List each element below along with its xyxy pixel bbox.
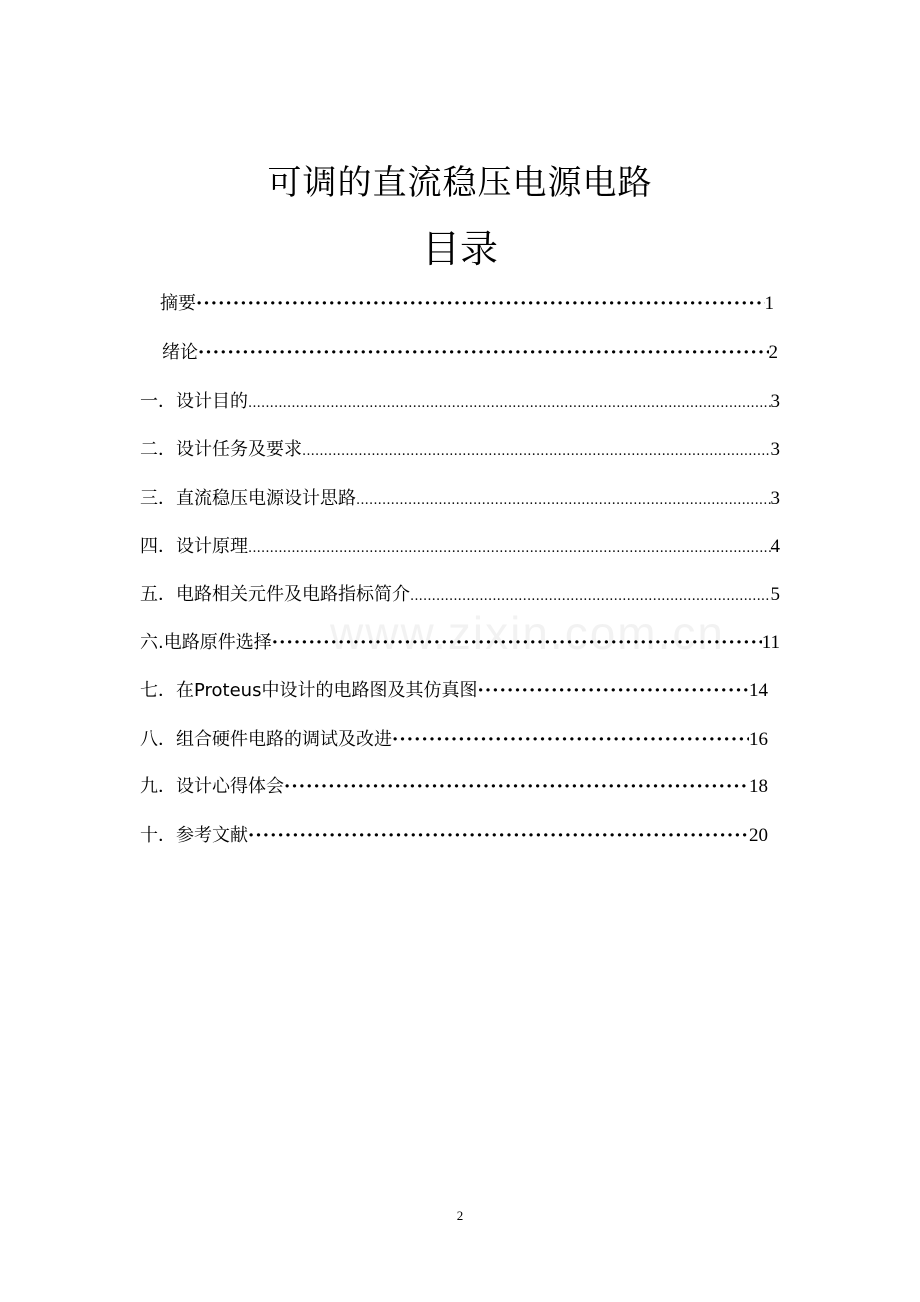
toc-leader-dots [356,485,771,515]
toc-page-number: 5 [770,584,780,605]
toc-page-number: 3 [770,391,780,412]
toc-entry-text: 九．设计心得体会 [140,776,284,797]
toc-entry-3[interactable] [140,485,780,513]
toc-leader-dots [272,629,762,657]
toc-entry-5[interactable] [140,581,780,609]
toc-leader-dots [248,822,749,850]
toc-entry-text: 十．参考文献 [140,825,248,846]
toc-leader-dots [248,388,771,418]
toc-entry-text: 二．设计任务及要求 [140,439,302,460]
toc-page-number: 4 [770,536,780,557]
toc-entry-2[interactable] [140,436,780,464]
toc-entry-4[interactable] [140,533,780,561]
toc-entry-8[interactable] [140,726,768,754]
toc-page-number: 3 [770,488,780,509]
toc-entry-text: 四．设计原理 [140,536,248,557]
watermark: www.zixin.com.cn [330,607,725,659]
toc-entry-text: 七．在Proteus中设计的电路图及其仿真图 [140,680,478,701]
toc-entry-text: 五．电路相关元件及电路指标简介 [140,584,410,605]
toc-leader-dots [284,773,749,801]
toc-leader-dots [198,339,769,367]
toc-leader-dots [477,677,749,705]
toc-entry-10[interactable] [140,822,768,850]
document-title: 可调的直流稳压电源电路 [267,163,653,203]
toc-leader-dots [196,290,765,318]
toc-page-number: 3 [770,439,780,460]
toc-entry-text: 八．组合硬件电路的调试及改进 [140,729,392,750]
toc-heading: 目录 [421,227,498,271]
toc-leader-dots [392,726,749,754]
toc-entry-text: 三．直流稳压电源设计思路 [140,488,356,509]
toc-entry-abstract[interactable] [160,290,774,318]
toc-entry-6[interactable] [140,629,780,657]
toc-entry-1[interactable] [140,388,780,416]
toc-page-number: 16 [749,729,768,750]
toc-leader-dots [302,436,771,466]
toc-leader-dots [410,581,771,611]
toc-entry-introduction[interactable] [162,339,778,367]
toc-entry-9[interactable] [140,773,768,801]
toc-entry-7[interactable] [140,677,768,705]
toc-entry-text: 摘要 [160,293,196,314]
toc-entry-text: 一．设计目的 [140,391,248,412]
toc-leader-dots [248,533,771,563]
toc-page-number: 1 [764,293,774,314]
footer-page-number: 2 [456,1208,464,1223]
toc-page-number: 11 [761,632,780,653]
toc-page-number: 2 [768,342,778,363]
toc-entry-text: 六.电路原件选择 [140,632,272,653]
toc-page-number: 18 [749,776,768,797]
toc-page-number: 14 [749,680,768,701]
toc-entry-text: 绪论 [162,342,198,363]
toc-page-number: 20 [749,825,768,846]
